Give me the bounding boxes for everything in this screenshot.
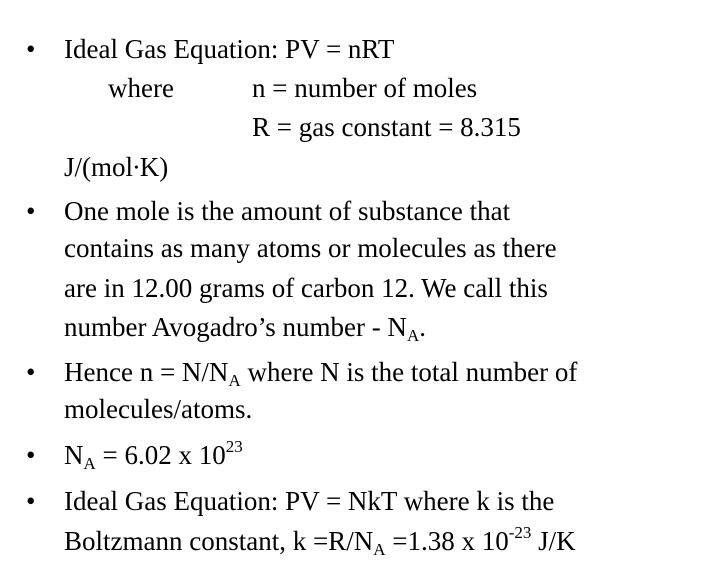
avogadro-text: number Avogadro’s number - N [64,312,407,342]
boltzmann-subscript: A [373,540,386,559]
n-definition: n = number of moles [252,73,478,103]
hence-text-a: Hence n = N/N [64,357,229,387]
avogadro-value [64,435,243,475]
r-definition: R = gas constant = 8.315 [252,112,521,142]
avogadro-period: . [419,312,426,342]
hence-text-b: where N is the total number of [240,357,578,387]
na-value-text: = 6.02 x 10 [95,440,226,470]
mole-definition-line-1: One mole is the amount of substance that [64,196,511,226]
mole-definition-line-2: contains as many atoms or molecules as there [64,233,557,263]
boltzmann-line-2 [64,521,576,561]
boltzmann-exponent: -23 [508,523,532,542]
boltzmann-line-1: Ideal Gas Equation: PV = NkT where k is the [64,486,555,516]
unit-part-a: J/(mol [64,152,134,182]
where-label: where [108,73,174,103]
avogadro-subscript: A [406,326,420,345]
ideal-gas-equation-line: Ideal Gas Equation: PV = nRT [64,34,395,64]
mole-definition-line-4 [64,307,426,347]
bullet-dot: • [26,486,36,516]
boltzmann-unit: J/K [531,526,576,556]
na-symbol: N [64,440,84,470]
unit-part-b: K) [139,152,169,182]
boltzmann-text-b: =1.38 x 10 [385,526,509,556]
na-subscript: A [83,454,96,473]
hence-line-2: molecules/atoms. [64,394,253,424]
na-exponent: 23 [225,437,243,456]
bullet-dot: • [26,34,36,64]
bullet-dot: • [26,357,36,387]
hence-line-1 [64,352,577,392]
gas-constant-unit [64,147,168,187]
mole-definition-line-3: are in 12.00 grams of carbon 12. We call this [64,273,548,303]
hence-subscript: A [228,371,241,390]
unit-dot-symbol: ∙ [133,152,140,182]
boltzmann-text-a: Boltzmann constant, k =R/N [64,526,374,556]
bullet-dot: • [26,196,36,226]
bullet-dot: • [26,440,36,470]
